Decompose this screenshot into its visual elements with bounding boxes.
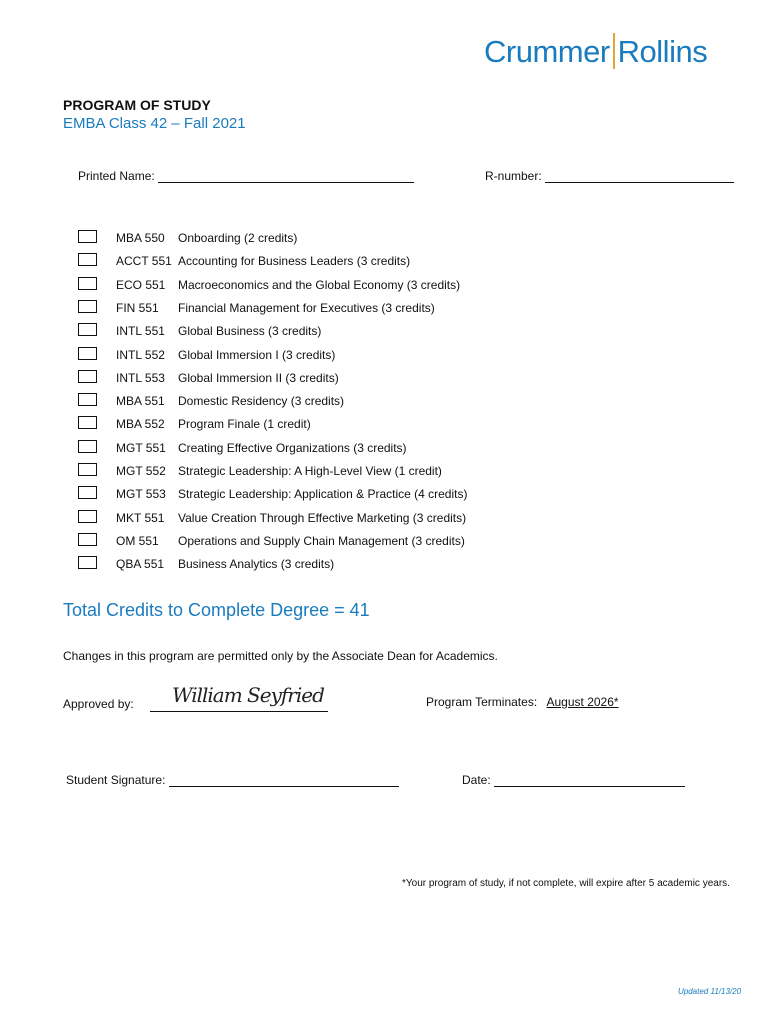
crummer-rollins-logo (484, 33, 707, 70)
course-title: Domestic Residency (3 credits) (178, 394, 345, 409)
rnumber-label: R-number: (485, 169, 542, 183)
approved-by-label: Approved by: (63, 697, 134, 711)
course-code: MKT 551 (116, 510, 165, 525)
course-title: Strategic Leadership: Application & Practice (4 credits) (178, 487, 468, 502)
course-title: Macroeconomics and the Global Economy (3 credits) (178, 277, 461, 292)
course-checkbox[interactable] (78, 347, 97, 360)
course-checkbox[interactable] (78, 416, 97, 429)
program-terminates (426, 695, 619, 709)
course-title: Value Creation Through Effective Marketing (3 credits) (178, 510, 467, 525)
course-code: MGT 553 (116, 487, 166, 502)
course-title: Creating Effective Organizations (3 credits) (178, 440, 407, 455)
course-checkbox[interactable] (78, 463, 97, 476)
course-checkbox[interactable] (78, 370, 97, 383)
date-label: Date: (462, 773, 491, 787)
course-checkbox[interactable] (78, 533, 97, 546)
date-field[interactable] (462, 773, 685, 787)
program-change-note: Changes in this program are permitted only by the Associate Dean for Academics. (63, 649, 498, 663)
logo-left-text: Crummer (484, 34, 610, 69)
course-checkbox[interactable] (78, 510, 97, 523)
course-code: MBA 550 (116, 231, 165, 245)
program-terminates-value: August 2026* (546, 695, 619, 709)
date-line[interactable] (494, 774, 685, 787)
course-title: Financial Management for Executives (3 credits) (178, 300, 435, 315)
printed-name-line[interactable] (158, 170, 414, 183)
course-code: MBA 552 (116, 417, 165, 432)
course-checkbox[interactable] (78, 323, 97, 336)
total-credits: Total Credits to Complete Degree = 41 (63, 600, 370, 620)
course-checkbox[interactable] (78, 230, 97, 243)
rnumber-line[interactable] (545, 170, 734, 183)
course-code: ECO 551 (116, 277, 166, 292)
course-checkbox[interactable] (78, 277, 97, 290)
course-title: Program Finale (1 credit) (178, 417, 311, 432)
course-checkbox[interactable] (78, 253, 97, 266)
course-title: Strategic Leadership: A High-Level View (1 credit) (178, 464, 442, 478)
course-title: Global Immersion I (3 credits) (178, 347, 336, 362)
course-title: Global Business (3 credits) (178, 324, 322, 339)
logo-right-text: Rollins (617, 34, 708, 69)
course-checkbox[interactable] (78, 300, 97, 313)
course-checkbox[interactable] (78, 393, 97, 406)
course-code: MGT 552 (116, 464, 166, 478)
rnumber-field[interactable] (485, 169, 734, 183)
course-code: OM 551 (116, 533, 159, 548)
course-code: MGT 551 (116, 440, 166, 455)
course-code: INTL 553 (116, 370, 165, 385)
course-title: Business Analytics (3 credits) (178, 557, 335, 572)
printed-name-field[interactable] (78, 169, 414, 183)
course-code: FIN 551 (116, 300, 159, 315)
course-checkbox[interactable] (78, 486, 97, 499)
page-subtitle: EMBA Class 42 – Fall 2021 (63, 115, 246, 132)
course-code: INTL 551 (116, 324, 165, 339)
student-signature-label: Student Signature: (66, 773, 166, 787)
course-title: Onboarding (2 credits) (178, 231, 298, 245)
updated-date: Updated 11/13/20 (678, 987, 742, 996)
logo-divider (613, 33, 615, 69)
course-code: QBA 551 (116, 557, 165, 572)
course-checkbox[interactable] (78, 556, 97, 569)
course-code: ACCT 551 (116, 254, 172, 269)
expiry-footnote: *Your program of study, if not complete, will expire after 5 academic years. (402, 878, 730, 889)
course-checkbox[interactable] (78, 440, 97, 453)
printed-name-label: Printed Name: (78, 169, 155, 183)
approver-signature: William Seyfried (172, 683, 324, 707)
course-code: INTL 552 (116, 347, 165, 362)
student-signature-line[interactable] (169, 774, 399, 787)
course-title: Operations and Supply Chain Management (3 credits) (178, 533, 465, 548)
course-title: Accounting for Business Leaders (3 credits) (178, 254, 411, 269)
approved-by-line (150, 683, 328, 712)
program-terminates-label: Program Terminates: (426, 695, 538, 709)
student-signature-field[interactable] (66, 773, 399, 787)
page-title: PROGRAM OF STUDY (63, 97, 211, 113)
course-code: MBA 551 (116, 394, 165, 409)
course-title: Global Immersion II (3 credits) (178, 370, 339, 385)
